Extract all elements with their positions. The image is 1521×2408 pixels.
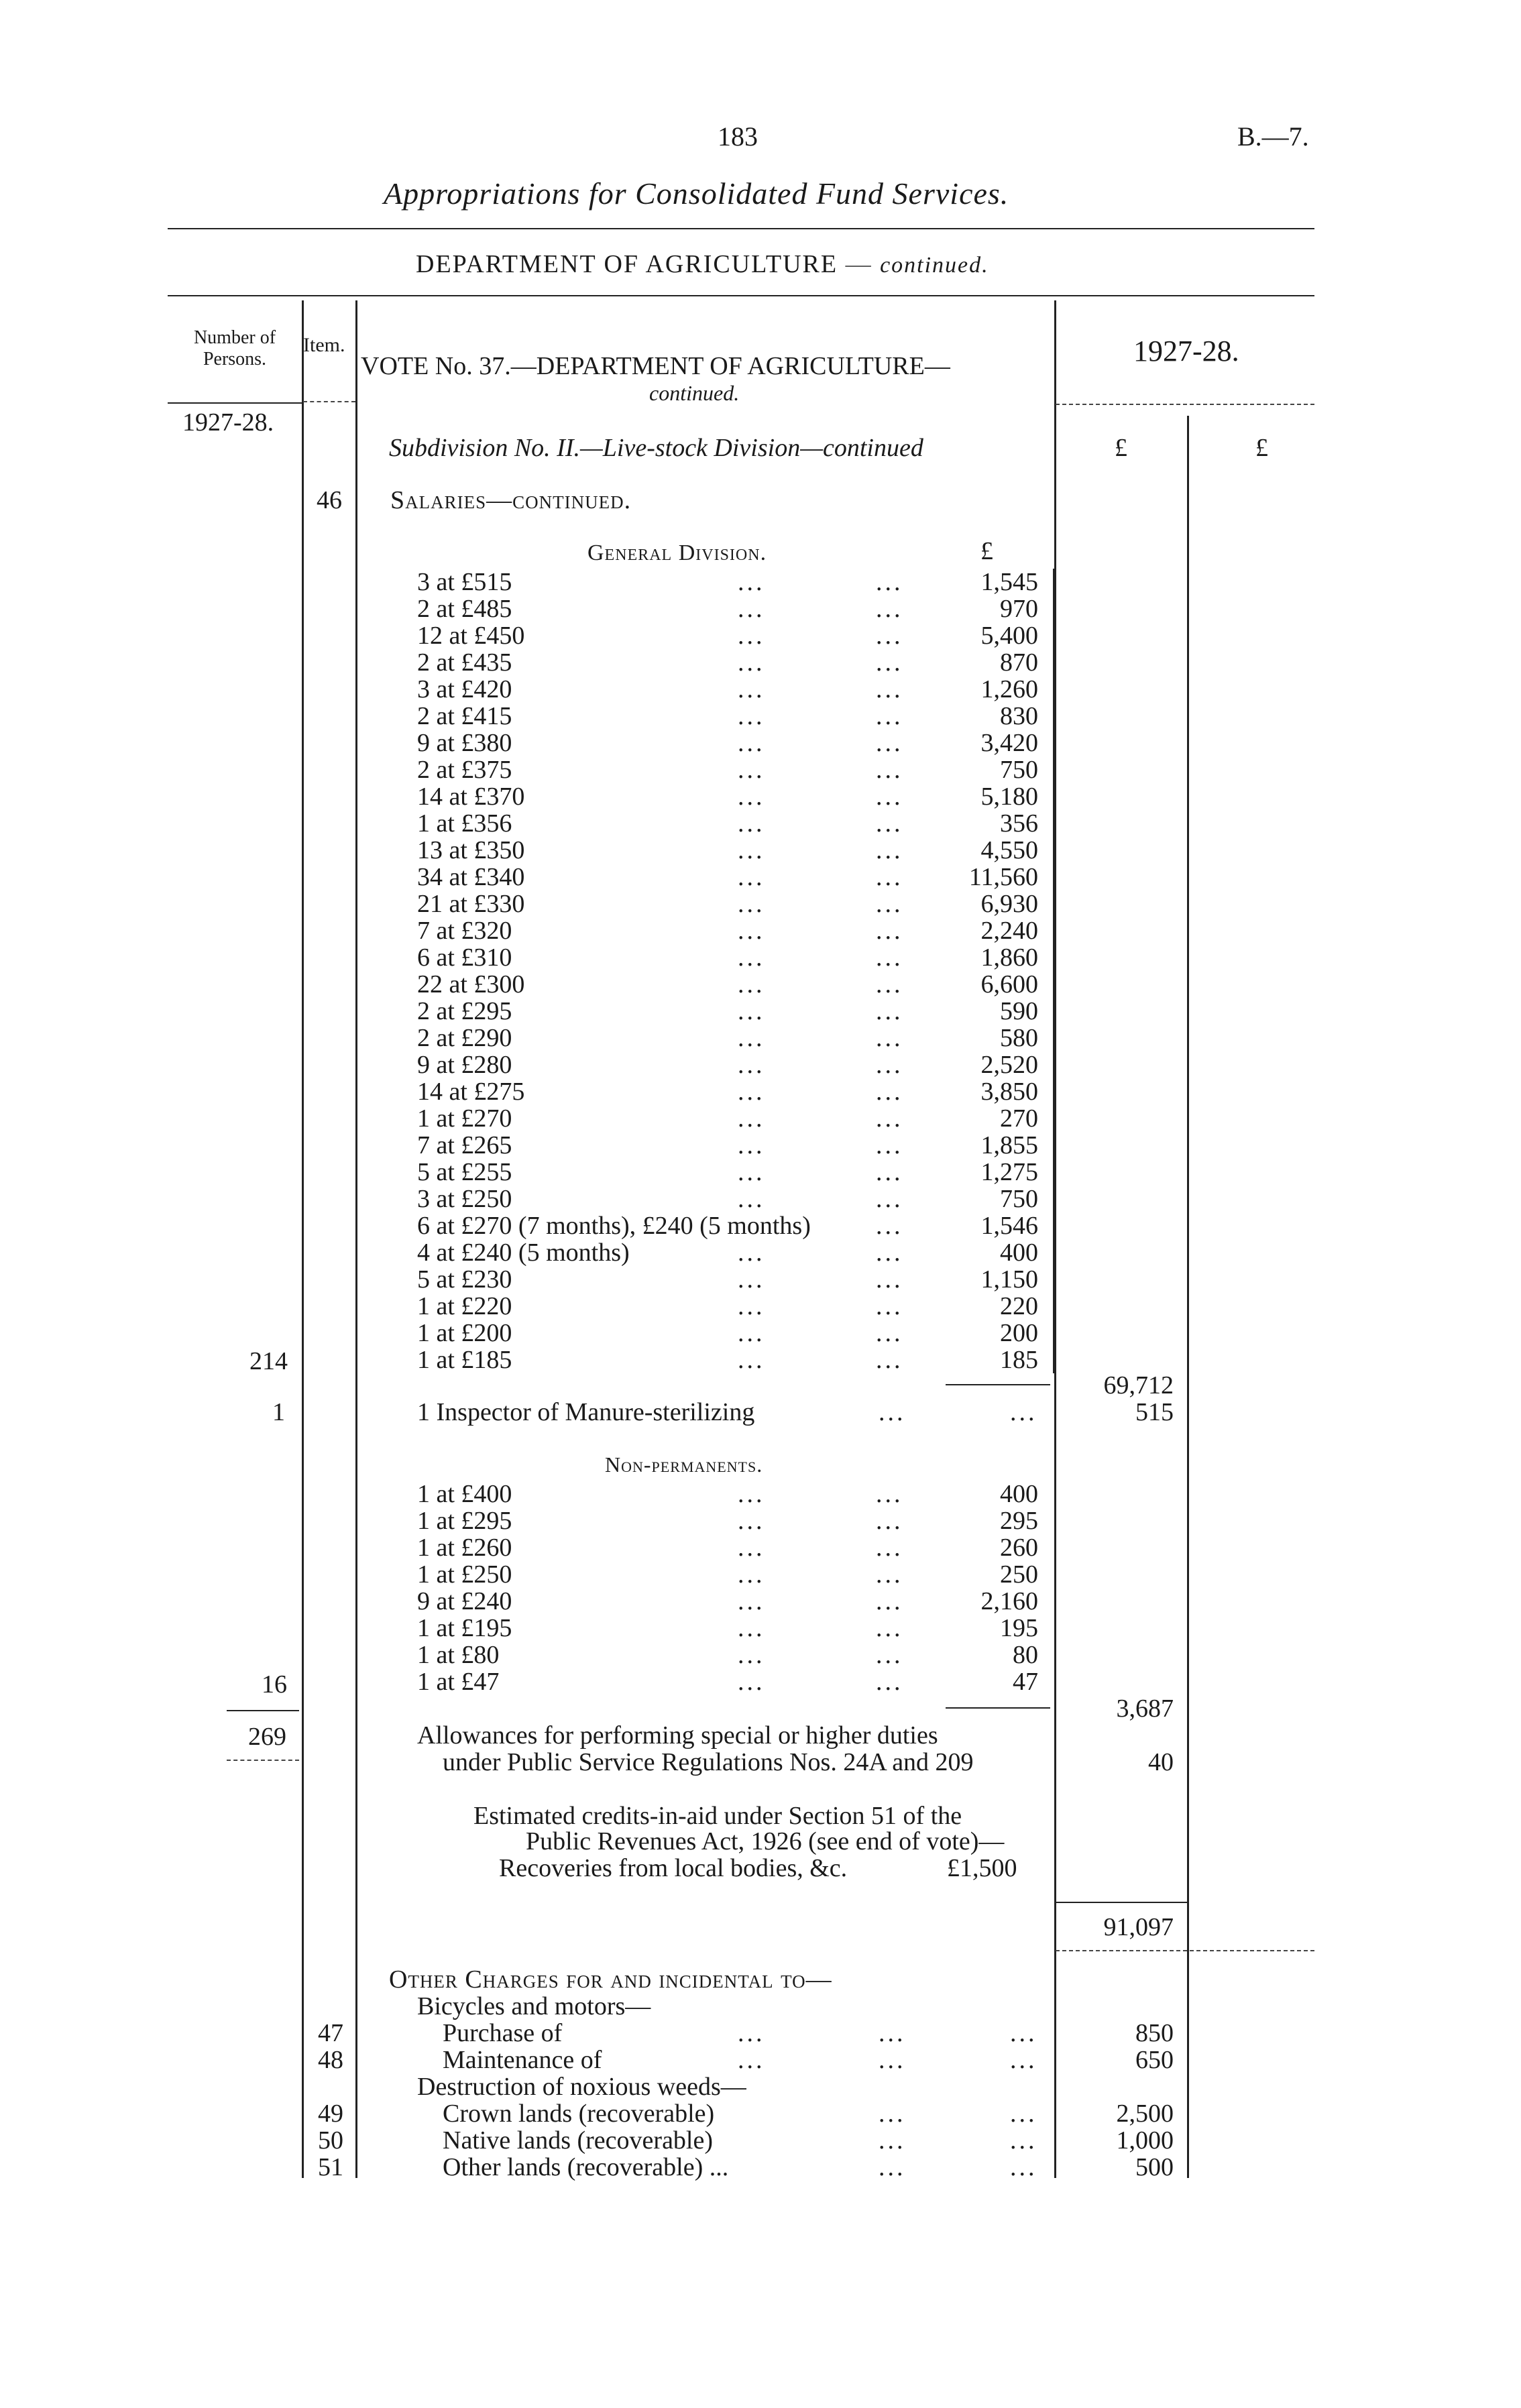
leader-dots: ...: [876, 756, 903, 784]
salary-label: 9 at £280: [417, 1051, 512, 1079]
item-number: 49: [318, 2100, 343, 2128]
leader-dots: ...: [738, 702, 765, 730]
pound-sign-1: £: [1115, 434, 1127, 462]
salary-amount: 1,275: [980, 1158, 1038, 1186]
credits-line-2: Public Revenues Act, 1926 (see end of vote)—: [526, 1827, 1005, 1855]
non-permanent-amount: 400: [1000, 1480, 1038, 1508]
leader-dots: ...: [876, 1212, 903, 1240]
subtotal-rule: [1056, 1902, 1187, 1903]
leader-dots: ...: [876, 1614, 903, 1642]
leader-dots: ...: [738, 1078, 765, 1106]
non-permanents-heading: Non-permanents.: [605, 1452, 763, 1477]
subtotal-rule-2: [1056, 1950, 1314, 1951]
salary-amount: 3,420: [980, 729, 1038, 757]
other-charges-heading: Other Charges for and incidental to—: [389, 1965, 832, 1994]
persons-header-rule: [168, 402, 302, 404]
charge-amount: 1,000: [1116, 2126, 1174, 2155]
leader-dots: ...: [738, 675, 765, 703]
salary-amount: 185: [1000, 1346, 1038, 1374]
leader-dots: ...: [876, 917, 903, 945]
leader-dots: ...: [738, 2046, 765, 2074]
leader-dots: ...: [876, 1668, 903, 1696]
persons-year: 1927-28.: [182, 408, 274, 437]
leader-dots: ...: [876, 783, 903, 811]
charge-label: Purchase of: [443, 2019, 563, 2047]
non-permanents-total: 3,687: [1116, 1695, 1174, 1723]
non-permanent-label: 1 at £195: [417, 1614, 512, 1642]
general-division-pound: £: [980, 537, 993, 565]
salary-label: 6 at £270 (7 months), £240 (5 months): [417, 1212, 811, 1240]
leader-dots: ...: [876, 970, 903, 998]
leader-dots: ...: [876, 1587, 903, 1615]
salary-label: 7 at £320: [417, 917, 512, 945]
page-title: Appropriations for Consolidated Fund Services.: [384, 176, 1009, 211]
leader-dots: ...: [738, 648, 765, 677]
charge-amount: 2,500: [1116, 2100, 1174, 2128]
leader-dots: ...: [738, 1051, 765, 1079]
leader-dots: ...: [876, 1534, 903, 1562]
department-heading: DEPARTMENT OF AGRICULTURE — continued.: [416, 250, 989, 278]
leader-dots: ...: [876, 997, 903, 1025]
non-permanent-label: 1 at £47: [417, 1668, 500, 1696]
salary-label: 14 at £370: [417, 783, 525, 811]
general-subtotal-rule: [1053, 569, 1054, 1373]
salary-amount: 580: [1000, 1024, 1038, 1052]
salary-amount: 200: [1000, 1319, 1038, 1347]
leader-dots: ...: [876, 675, 903, 703]
salary-label: 21 at £330: [417, 890, 525, 918]
leader-dots: ...: [738, 622, 765, 650]
salary-label: 6 at £310: [417, 943, 512, 972]
salary-amount: 4,550: [980, 836, 1038, 864]
allowances-line-1: Allowances for performing special or higher duties: [417, 1721, 938, 1750]
leader-dots: ...: [738, 809, 765, 838]
leader-dots: ...: [738, 568, 765, 596]
general-total-rule: [946, 1384, 1050, 1385]
salary-label: 2 at £375: [417, 756, 512, 784]
weeds-group: Destruction of noxious weeds—: [417, 2073, 746, 2101]
item-column-rule: [355, 300, 357, 2178]
credits-line-1: Estimated credits-in-aid under Section 51 of the: [473, 1802, 962, 1830]
leader-dots: ...: [738, 943, 765, 972]
table-top-rule: [168, 295, 1314, 296]
salary-label: 9 at £380: [417, 729, 512, 757]
salary-amount: 400: [1000, 1239, 1038, 1267]
leader-dots: ...: [738, 1534, 765, 1562]
vote-title: VOTE No. 37.—DEPARTMENT OF AGRICULTURE—: [361, 352, 950, 380]
item-number: 50: [318, 2126, 343, 2155]
leader-dots: ...: [738, 1507, 765, 1535]
item-header-rule: [303, 401, 355, 402]
leader-dots: ...: [876, 1265, 903, 1294]
leader-dots: ...: [879, 2100, 906, 2128]
item-number: 51: [318, 2153, 343, 2181]
non-permanent-label: 1 at £250: [417, 1560, 512, 1589]
non-permanent-amount: 80: [1013, 1641, 1038, 1669]
non-permanent-label: 1 at £400: [417, 1480, 512, 1508]
leader-dots: ...: [738, 1668, 765, 1696]
year-header: 1927-28.: [1133, 335, 1239, 367]
leader-dots: ...: [876, 1319, 903, 1347]
leader-dots: ...: [738, 1319, 765, 1347]
salaries-heading: Salaries—continued.: [390, 486, 632, 514]
salary-amount: 5,400: [980, 622, 1038, 650]
vote-continued: continued.: [649, 381, 740, 405]
charge-label: Maintenance of: [443, 2046, 602, 2074]
leader-dots: ...: [876, 1292, 903, 1320]
non-permanent-label: 1 at £80: [417, 1641, 500, 1669]
general-persons-total: 214: [249, 1347, 288, 1375]
leader-dots: ...: [876, 1104, 903, 1133]
salary-amount: 6,600: [980, 970, 1038, 998]
salary-amount: 1,260: [980, 675, 1038, 703]
salary-label: 2 at £415: [417, 702, 512, 730]
leader-dots: ...: [738, 917, 765, 945]
persons-total-rule: [227, 1710, 299, 1711]
salary-amount: 11,560: [968, 863, 1038, 891]
salary-amount: 970: [1000, 595, 1038, 623]
salary-amount: 270: [1000, 1104, 1038, 1133]
leader-dots: ...: [879, 2019, 906, 2047]
bicycles-group: Bicycles and motors—: [417, 1992, 651, 2020]
department-name: DEPARTMENT OF AGRICULTURE: [416, 250, 838, 278]
leader-dots: ...: [738, 1560, 765, 1589]
persons-column-rule: [302, 300, 304, 2178]
leader-dots: ...: [879, 2126, 906, 2155]
pound-column-rule: [1187, 416, 1189, 2178]
leader-dots: ...: [876, 1641, 903, 1669]
leader-dots: ...: [738, 1131, 765, 1159]
leader-dots: ...: [876, 1024, 903, 1052]
leader-dots: ...: [738, 595, 765, 623]
salary-label: 22 at £300: [417, 970, 525, 998]
leader-dots: ...: [1010, 2153, 1037, 2181]
salary-amount: 1,546: [980, 1212, 1038, 1240]
charge-amount: 850: [1135, 2019, 1174, 2047]
salary-label: 13 at £350: [417, 836, 525, 864]
amount-column-rule: [1054, 300, 1056, 2178]
salary-amount: 356: [1000, 809, 1038, 838]
leader-dots: ...: [738, 1024, 765, 1052]
salary-label: 3 at £250: [417, 1185, 512, 1213]
salary-amount: 750: [1000, 756, 1038, 784]
salary-label: 2 at £435: [417, 648, 512, 677]
salary-amount: 1,545: [980, 568, 1038, 596]
leader-dots: ...: [876, 1051, 903, 1079]
non-permanent-label: 9 at £240: [417, 1587, 512, 1615]
inspector-persons: 1: [272, 1398, 285, 1426]
inspector-amount: 515: [1135, 1398, 1174, 1426]
item-header: Item.: [303, 334, 345, 356]
salary-amount: 6,930: [980, 890, 1038, 918]
non-permanent-amount: 295: [1000, 1507, 1038, 1535]
leader-dots: ...: [738, 1185, 765, 1213]
salary-label: 5 at £230: [417, 1265, 512, 1294]
persons-total-rule-2: [227, 1760, 299, 1761]
year-header-rule: [1056, 404, 1314, 405]
salaries-item: 46: [317, 486, 342, 514]
salary-amount: 1,860: [980, 943, 1038, 972]
leader-dots: ...: [738, 1239, 765, 1267]
salary-label: 4 at £240 (5 months): [417, 1239, 630, 1267]
charge-label: Native lands (recoverable): [443, 2126, 714, 2155]
salary-label: 1 at £356: [417, 809, 512, 838]
salary-label: 2 at £295: [417, 997, 512, 1025]
leader-dots: ...: [879, 2153, 906, 2181]
salary-label: 1 at £185: [417, 1346, 512, 1374]
non-permanent-amount: 47: [1013, 1668, 1038, 1696]
leader-dots: ...: [738, 1587, 765, 1615]
leader-dots: ...: [876, 890, 903, 918]
leader-dots: ...: [738, 2019, 765, 2047]
salary-label: 3 at £420: [417, 675, 512, 703]
salary-amount: 870: [1000, 648, 1038, 677]
inspector-leader-1: ...: [879, 1398, 906, 1426]
salary-label: 1 at £200: [417, 1319, 512, 1347]
non-permanents-total-rule: [946, 1707, 1050, 1709]
salary-amount: 1,855: [980, 1131, 1038, 1159]
leader-dots: ...: [738, 1614, 765, 1642]
non-permanent-amount: 250: [1000, 1560, 1038, 1589]
credits-line-3: Recoveries from local bodies, &c.: [499, 1854, 848, 1882]
leader-dots: ...: [876, 622, 903, 650]
pound-sign-2: £: [1255, 434, 1268, 462]
document-code: B.—7.: [1237, 121, 1309, 152]
charge-label: Other lands (recoverable) ...: [443, 2153, 729, 2181]
salary-label: 34 at £340: [417, 863, 525, 891]
salary-label: 5 at £255: [417, 1158, 512, 1186]
leader-dots: ...: [876, 648, 903, 677]
leader-dots: ...: [876, 1131, 903, 1159]
salary-label: 3 at £515: [417, 568, 512, 596]
credits-amount: £1,500: [947, 1854, 1017, 1882]
leader-dots: ...: [876, 1507, 903, 1535]
leader-dots: ...: [738, 1265, 765, 1294]
non-permanent-amount: 195: [1000, 1614, 1038, 1642]
salary-label: 1 at £270: [417, 1104, 512, 1133]
leader-dots: ...: [876, 863, 903, 891]
leader-dots: ...: [738, 1158, 765, 1186]
leader-dots: ...: [876, 702, 903, 730]
salary-label: 2 at £485: [417, 595, 512, 623]
leader-dots: ...: [738, 1346, 765, 1374]
inspector-leader-2: ...: [1010, 1398, 1037, 1426]
leader-dots: ...: [738, 783, 765, 811]
leader-dots: ...: [876, 1239, 903, 1267]
inspector-label: 1 Inspector of Manure-sterilizing: [417, 1398, 755, 1426]
charge-label: Crown lands (recoverable): [443, 2100, 715, 2128]
leader-dots: ...: [738, 836, 765, 864]
salary-amount: 830: [1000, 702, 1038, 730]
department-continued: continued.: [880, 253, 989, 278]
leader-dots: ...: [876, 568, 903, 596]
charge-amount: 650: [1135, 2046, 1174, 2074]
leader-dots: ...: [876, 1185, 903, 1213]
salary-amount: 220: [1000, 1292, 1038, 1320]
leader-dots: ...: [876, 729, 903, 757]
leader-dots: ...: [738, 997, 765, 1025]
leader-dots: ...: [738, 756, 765, 784]
non-permanent-label: 1 at £260: [417, 1534, 512, 1562]
leader-dots: ...: [879, 2046, 906, 2074]
salary-amount: 1,150: [980, 1265, 1038, 1294]
salary-amount: 5,180: [980, 783, 1038, 811]
general-division-total: 69,712: [1103, 1371, 1174, 1399]
salary-amount: 2,240: [980, 917, 1038, 945]
general-division-heading: General Division.: [587, 540, 767, 565]
non-permanent-amount: 2,160: [980, 1587, 1038, 1615]
subtotal-amount: 91,097: [1103, 1913, 1174, 1941]
leader-dots: ...: [876, 836, 903, 864]
salary-amount: 590: [1000, 997, 1038, 1025]
salary-label: 14 at £275: [417, 1078, 525, 1106]
leader-dots: ...: [876, 1078, 903, 1106]
leader-dots: ...: [1010, 2126, 1037, 2155]
charge-amount: 500: [1135, 2153, 1174, 2181]
non-permanents-persons-total: 16: [262, 1670, 287, 1699]
persons-header: Number of Persons.: [193, 327, 276, 369]
leader-dots: ...: [738, 1480, 765, 1508]
non-permanent-amount: 260: [1000, 1534, 1038, 1562]
title-rule: [168, 228, 1314, 229]
leader-dots: ...: [876, 1346, 903, 1374]
item-number: 48: [318, 2046, 343, 2074]
leader-dots: ...: [738, 1292, 765, 1320]
subdivision-heading: Subdivision No. II.—Live-stock Division—continued: [389, 434, 923, 462]
salary-amount: 2,520: [980, 1051, 1038, 1079]
grand-persons-total: 269: [248, 1723, 286, 1751]
non-permanent-label: 1 at £295: [417, 1507, 512, 1535]
leader-dots: ...: [738, 863, 765, 891]
allowances-line-2: under Public Service Regulations Nos. 24A and 209: [443, 1748, 974, 1776]
leader-dots: ...: [738, 890, 765, 918]
salary-label: 12 at £450: [417, 622, 525, 650]
leader-dots: ...: [876, 595, 903, 623]
leader-dots: ...: [1010, 2046, 1037, 2074]
leader-dots: ...: [1010, 2019, 1037, 2047]
leader-dots: ...: [876, 943, 903, 972]
item-number: 47: [318, 2019, 343, 2047]
leader-dots: ...: [738, 1104, 765, 1133]
leader-dots: ...: [738, 729, 765, 757]
salary-amount: 3,850: [980, 1078, 1038, 1106]
salary-label: 2 at £290: [417, 1024, 512, 1052]
salary-label: 7 at £265: [417, 1131, 512, 1159]
salary-label: 1 at £220: [417, 1292, 512, 1320]
leader-dots: ...: [876, 809, 903, 838]
leader-dots: ...: [876, 1480, 903, 1508]
salary-amount: 750: [1000, 1185, 1038, 1213]
leader-dots: ...: [738, 1641, 765, 1669]
leader-dots: ...: [876, 1560, 903, 1589]
leader-dots: ...: [1010, 2100, 1037, 2128]
leader-dots: ...: [876, 1158, 903, 1186]
allowances-amount: 40: [1148, 1748, 1174, 1776]
leader-dots: ...: [738, 970, 765, 998]
page-number: 183: [718, 121, 758, 152]
